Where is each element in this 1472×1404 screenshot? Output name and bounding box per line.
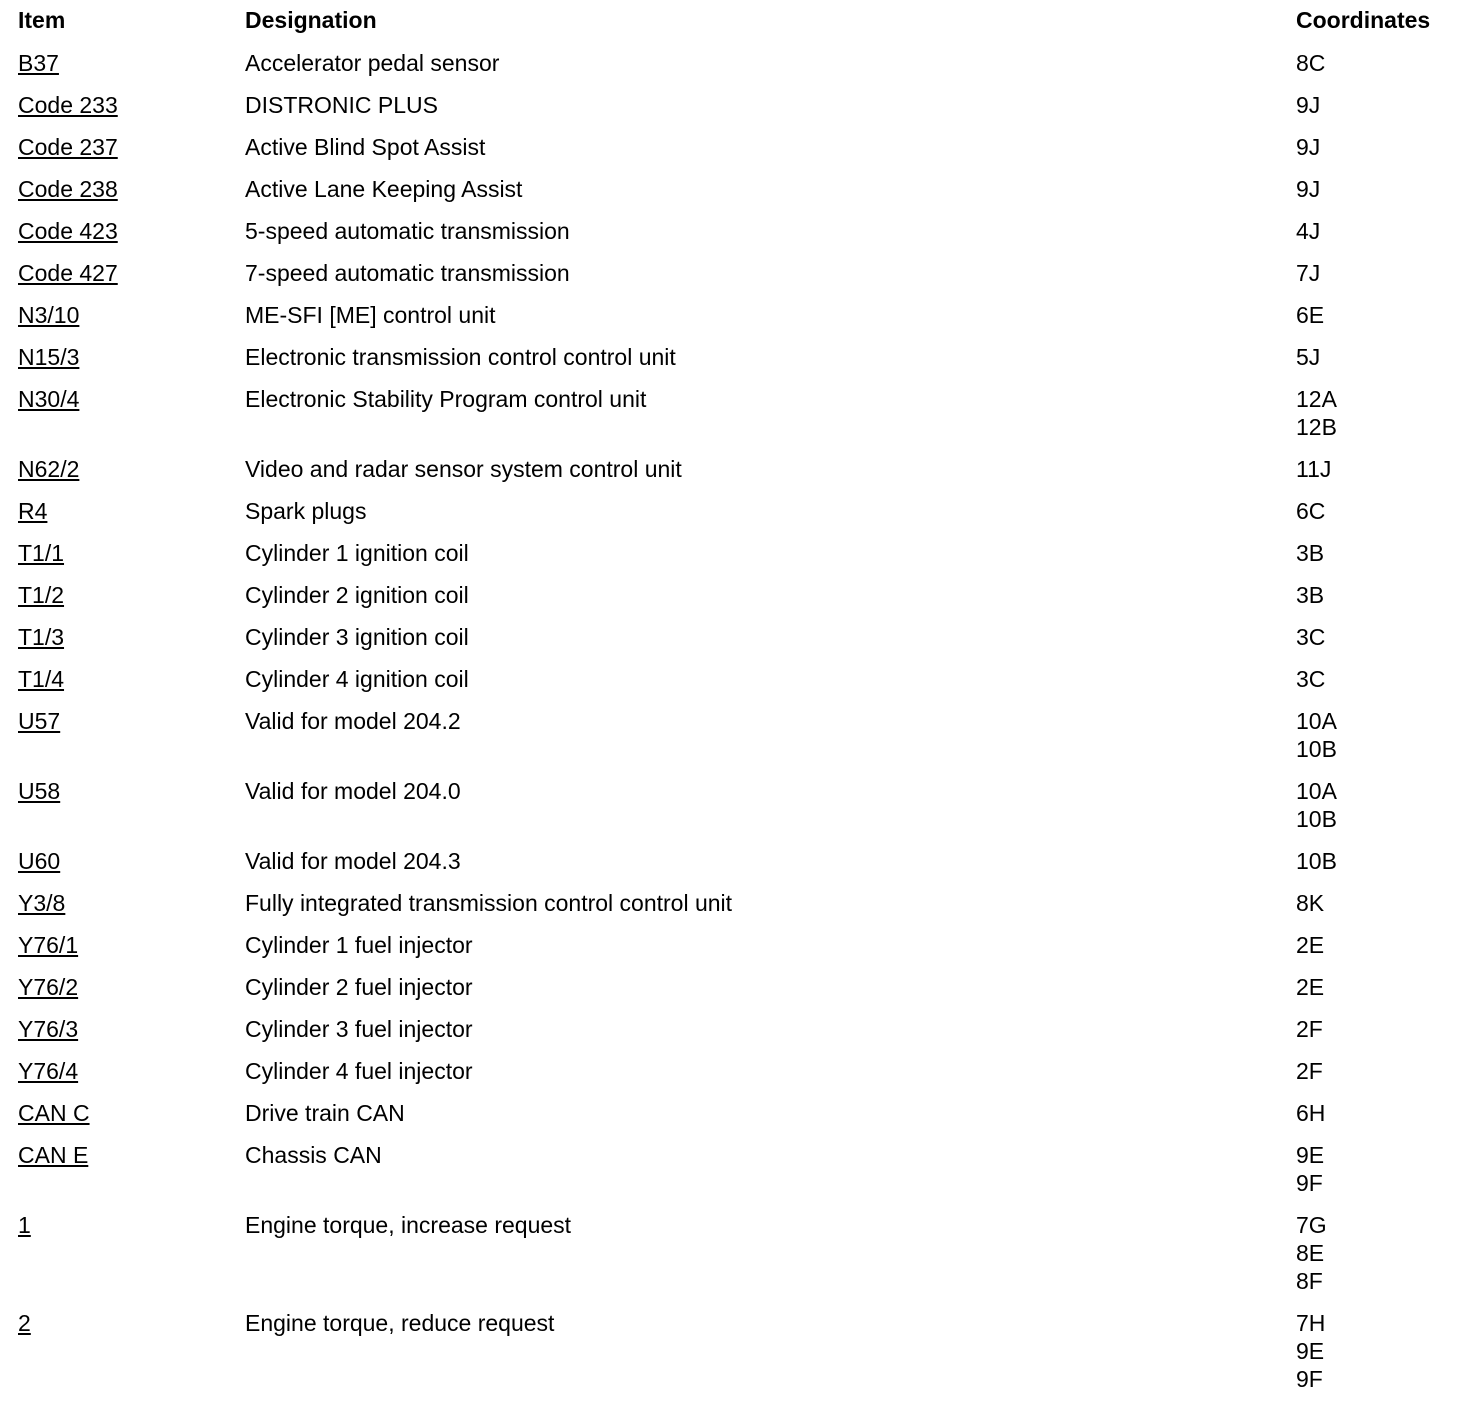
item-link[interactable]: U57: [18, 708, 61, 734]
header-designation: Designation: [245, 7, 377, 33]
item-link[interactable]: U60: [18, 848, 61, 874]
coordinates-cell: [1278, 217, 1472, 245]
coordinates-cell: [1278, 1141, 1472, 1197]
item-link[interactable]: CAN C: [18, 1100, 90, 1126]
coordinates-cell: [1278, 931, 1472, 959]
designation-cell: Engine torque, increase request: [245, 1212, 572, 1238]
designation-cell: Video and radar sensor system control unit: [245, 456, 682, 482]
item-cell: [0, 455, 245, 483]
coordinate-value: 6H: [1296, 1100, 1326, 1126]
coordinates-cell: [1278, 1015, 1472, 1043]
item-cell: [0, 1057, 245, 1085]
coordinate-value: 8F: [1296, 1268, 1323, 1294]
coordinate-value: 10B: [1296, 848, 1337, 874]
item-link[interactable]: N15/3: [18, 344, 80, 370]
coordinates-cell: [1278, 581, 1472, 609]
coordinate-value: 6C: [1296, 498, 1326, 524]
item-cell: [0, 217, 245, 245]
table-row: [0, 84, 1472, 126]
header-coordinates: Coordinates: [1296, 7, 1431, 33]
designation-cell: Valid for model 204.0: [245, 778, 461, 804]
coordinates-cell: [1278, 777, 1472, 833]
item-link[interactable]: Code 427: [18, 260, 118, 286]
coordinate-value: 12B: [1296, 414, 1337, 440]
table-row: [0, 700, 1472, 770]
coordinates-cell: [1278, 133, 1472, 161]
designation-cell: Cylinder 2 ignition coil: [245, 582, 469, 608]
designation-cell: Valid for model 204.3: [245, 848, 461, 874]
coordinates-cell: [1278, 1309, 1472, 1393]
item-cell: [0, 1141, 245, 1197]
coordinate-value: 3B: [1296, 540, 1325, 566]
designation-cell: Cylinder 4 ignition coil: [245, 666, 469, 692]
designation-cell: ME-SFI [ME] control unit: [245, 302, 496, 328]
table-row: [0, 616, 1472, 658]
coordinate-value: 3B: [1296, 582, 1325, 608]
item-cell: [0, 707, 245, 763]
table-header: [0, 0, 1472, 42]
table-row: [0, 658, 1472, 700]
item-link[interactable]: B37: [18, 50, 59, 76]
item-cell: [0, 1309, 245, 1393]
table-row: [0, 168, 1472, 210]
item-cell: [0, 259, 245, 287]
item-link[interactable]: 1: [18, 1212, 31, 1238]
item-link[interactable]: Code 237: [18, 134, 118, 160]
coordinates-cell: [1278, 623, 1472, 651]
coordinates-cell: [1278, 707, 1472, 763]
item-cell: [0, 665, 245, 693]
designation-cell: Drive train CAN: [245, 1100, 405, 1126]
coordinate-value: 9E: [1296, 1142, 1325, 1168]
item-cell: [0, 1099, 245, 1127]
coordinate-value: 2F: [1296, 1058, 1323, 1084]
coordinates-cell: [1278, 91, 1472, 119]
item-link[interactable]: Y76/1: [18, 932, 79, 958]
table-body: [0, 42, 1472, 1400]
item-link[interactable]: N3/10: [18, 302, 80, 328]
item-link[interactable]: Y76/3: [18, 1016, 79, 1042]
item-link[interactable]: Code 423: [18, 218, 118, 244]
coordinates-cell: [1278, 385, 1472, 441]
table-row: [0, 42, 1472, 84]
table-row: [0, 378, 1472, 448]
designation-cell: Valid for model 204.2: [245, 708, 461, 734]
item-cell: [0, 497, 245, 525]
coordinate-value: 7H: [1296, 1310, 1326, 1336]
item-cell: [0, 931, 245, 959]
item-link[interactable]: Y76/2: [18, 974, 79, 1000]
coordinates-cell: [1278, 1099, 1472, 1127]
coordinates-cell: [1278, 889, 1472, 917]
table-row: [0, 490, 1472, 532]
item-cell: [0, 777, 245, 833]
table-row: [0, 532, 1472, 574]
item-cell: [0, 973, 245, 1001]
coordinate-value: 8K: [1296, 890, 1325, 916]
item-link[interactable]: R4: [18, 498, 48, 524]
coordinates-cell: [1278, 497, 1472, 525]
coordinate-value: 9J: [1296, 176, 1321, 202]
designation-cell: Spark plugs: [245, 498, 367, 524]
table-row: [0, 1008, 1472, 1050]
coordinate-value: 5J: [1296, 344, 1321, 370]
item-cell: [0, 49, 245, 77]
table-row: [0, 336, 1472, 378]
table-row: [0, 840, 1472, 882]
designation-cell: 5-speed automatic transmission: [245, 218, 570, 244]
item-link[interactable]: Code 233: [18, 92, 118, 118]
coordinate-value: 9J: [1296, 134, 1321, 160]
coordinates-cell: [1278, 665, 1472, 693]
item-link[interactable]: T1/1: [18, 540, 65, 566]
designation-cell: Cylinder 3 fuel injector: [245, 1016, 473, 1042]
table-row: [0, 252, 1472, 294]
table-row: [0, 882, 1472, 924]
item-link[interactable]: T1/2: [18, 582, 65, 608]
coordinate-value: 10A: [1296, 778, 1337, 804]
coordinates-cell: [1278, 1211, 1472, 1295]
coordinate-value: 3C: [1296, 666, 1326, 692]
coordinate-value: 9F: [1296, 1170, 1323, 1196]
table-row: [0, 1092, 1472, 1134]
coordinates-cell: [1278, 539, 1472, 567]
item-cell: [0, 1211, 245, 1295]
coordinate-value: 3C: [1296, 624, 1326, 650]
coordinate-value: 7G: [1296, 1212, 1327, 1238]
designation-cell: Cylinder 3 ignition coil: [245, 624, 469, 650]
table-row: [0, 966, 1472, 1008]
table-row: [0, 924, 1472, 966]
item-cell: [0, 1015, 245, 1043]
item-cell: [0, 343, 245, 371]
table-row: [0, 1204, 1472, 1302]
item-cell: [0, 133, 245, 161]
designation-cell: Fully integrated transmission control control unit: [245, 890, 733, 916]
table-row: [0, 210, 1472, 252]
item-link[interactable]: N62/2: [18, 456, 80, 482]
coordinates-cell: [1278, 1057, 1472, 1085]
coordinate-value: 4J: [1296, 218, 1321, 244]
table-row: [0, 448, 1472, 490]
table-row: [0, 1302, 1472, 1400]
coordinate-value: 10A: [1296, 708, 1337, 734]
designation-cell: Cylinder 2 fuel injector: [245, 974, 473, 1000]
designation-cell: Engine torque, reduce request: [245, 1310, 555, 1336]
table-row: [0, 574, 1472, 616]
coordinate-value: 9J: [1296, 92, 1321, 118]
item-link[interactable]: Code 238: [18, 176, 118, 202]
coordinates-cell: [1278, 847, 1472, 875]
designation-cell: Electronic Stability Program control unit: [245, 386, 647, 412]
designation-cell: Chassis CAN: [245, 1142, 382, 1168]
coordinate-value: 8C: [1296, 50, 1326, 76]
designation-cell: Active Blind Spot Assist: [245, 134, 486, 160]
header-item: Item: [18, 7, 66, 33]
coordinates-cell: [1278, 175, 1472, 203]
item-link[interactable]: Y76/4: [18, 1058, 79, 1084]
coordinates-cell: [1278, 973, 1472, 1001]
coordinate-value: 9F: [1296, 1366, 1323, 1392]
coordinate-value: 9E: [1296, 1338, 1325, 1364]
item-link[interactable]: N30/4: [18, 386, 80, 412]
item-cell: [0, 539, 245, 567]
designation-cell: Accelerator pedal sensor: [245, 50, 500, 76]
designation-cell: Cylinder 1 fuel injector: [245, 932, 473, 958]
coordinates-cell: [1278, 301, 1472, 329]
coordinate-value: 8E: [1296, 1240, 1325, 1266]
coordinate-value: 12A: [1296, 386, 1337, 412]
coordinates-cell: [1278, 455, 1472, 483]
item-cell: [0, 623, 245, 651]
item-link[interactable]: CAN E: [18, 1142, 89, 1168]
designation-cell: Cylinder 1 ignition coil: [245, 540, 469, 566]
item-cell: [0, 847, 245, 875]
coordinates-cell: [1278, 259, 1472, 287]
coordinate-value: 10B: [1296, 736, 1337, 762]
table-row: [0, 294, 1472, 336]
item-cell: [0, 301, 245, 329]
coordinate-value: 7J: [1296, 260, 1321, 286]
coordinates-cell: [1278, 49, 1472, 77]
coordinate-value: 11J: [1296, 456, 1332, 482]
coordinate-value: 2E: [1296, 974, 1325, 1000]
designation-cell: Electronic transmission control control unit: [245, 344, 676, 370]
coordinate-value: 6E: [1296, 302, 1325, 328]
coordinate-value: 2E: [1296, 932, 1325, 958]
item-cell: [0, 385, 245, 441]
item-link[interactable]: T1/4: [18, 666, 65, 692]
item-link[interactable]: 2: [18, 1310, 31, 1336]
coordinates-cell: [1278, 343, 1472, 371]
item-link[interactable]: T1/3: [18, 624, 65, 650]
table-row: [0, 1050, 1472, 1092]
coordinate-value: 2F: [1296, 1016, 1323, 1042]
designation-cell: Cylinder 4 fuel injector: [245, 1058, 473, 1084]
designation-cell: 7-speed automatic transmission: [245, 260, 570, 286]
item-cell: [0, 581, 245, 609]
coordinate-value: 10B: [1296, 806, 1337, 832]
table-row: [0, 1134, 1472, 1204]
item-link[interactable]: U58: [18, 778, 61, 804]
table-row: [0, 126, 1472, 168]
item-cell: [0, 889, 245, 917]
item-link[interactable]: Y3/8: [18, 890, 66, 916]
designation-cell: DISTRONIC PLUS: [245, 92, 438, 118]
table-row: [0, 770, 1472, 840]
item-cell: [0, 175, 245, 203]
designation-cell: Active Lane Keeping Assist: [245, 176, 523, 202]
item-cell: [0, 91, 245, 119]
